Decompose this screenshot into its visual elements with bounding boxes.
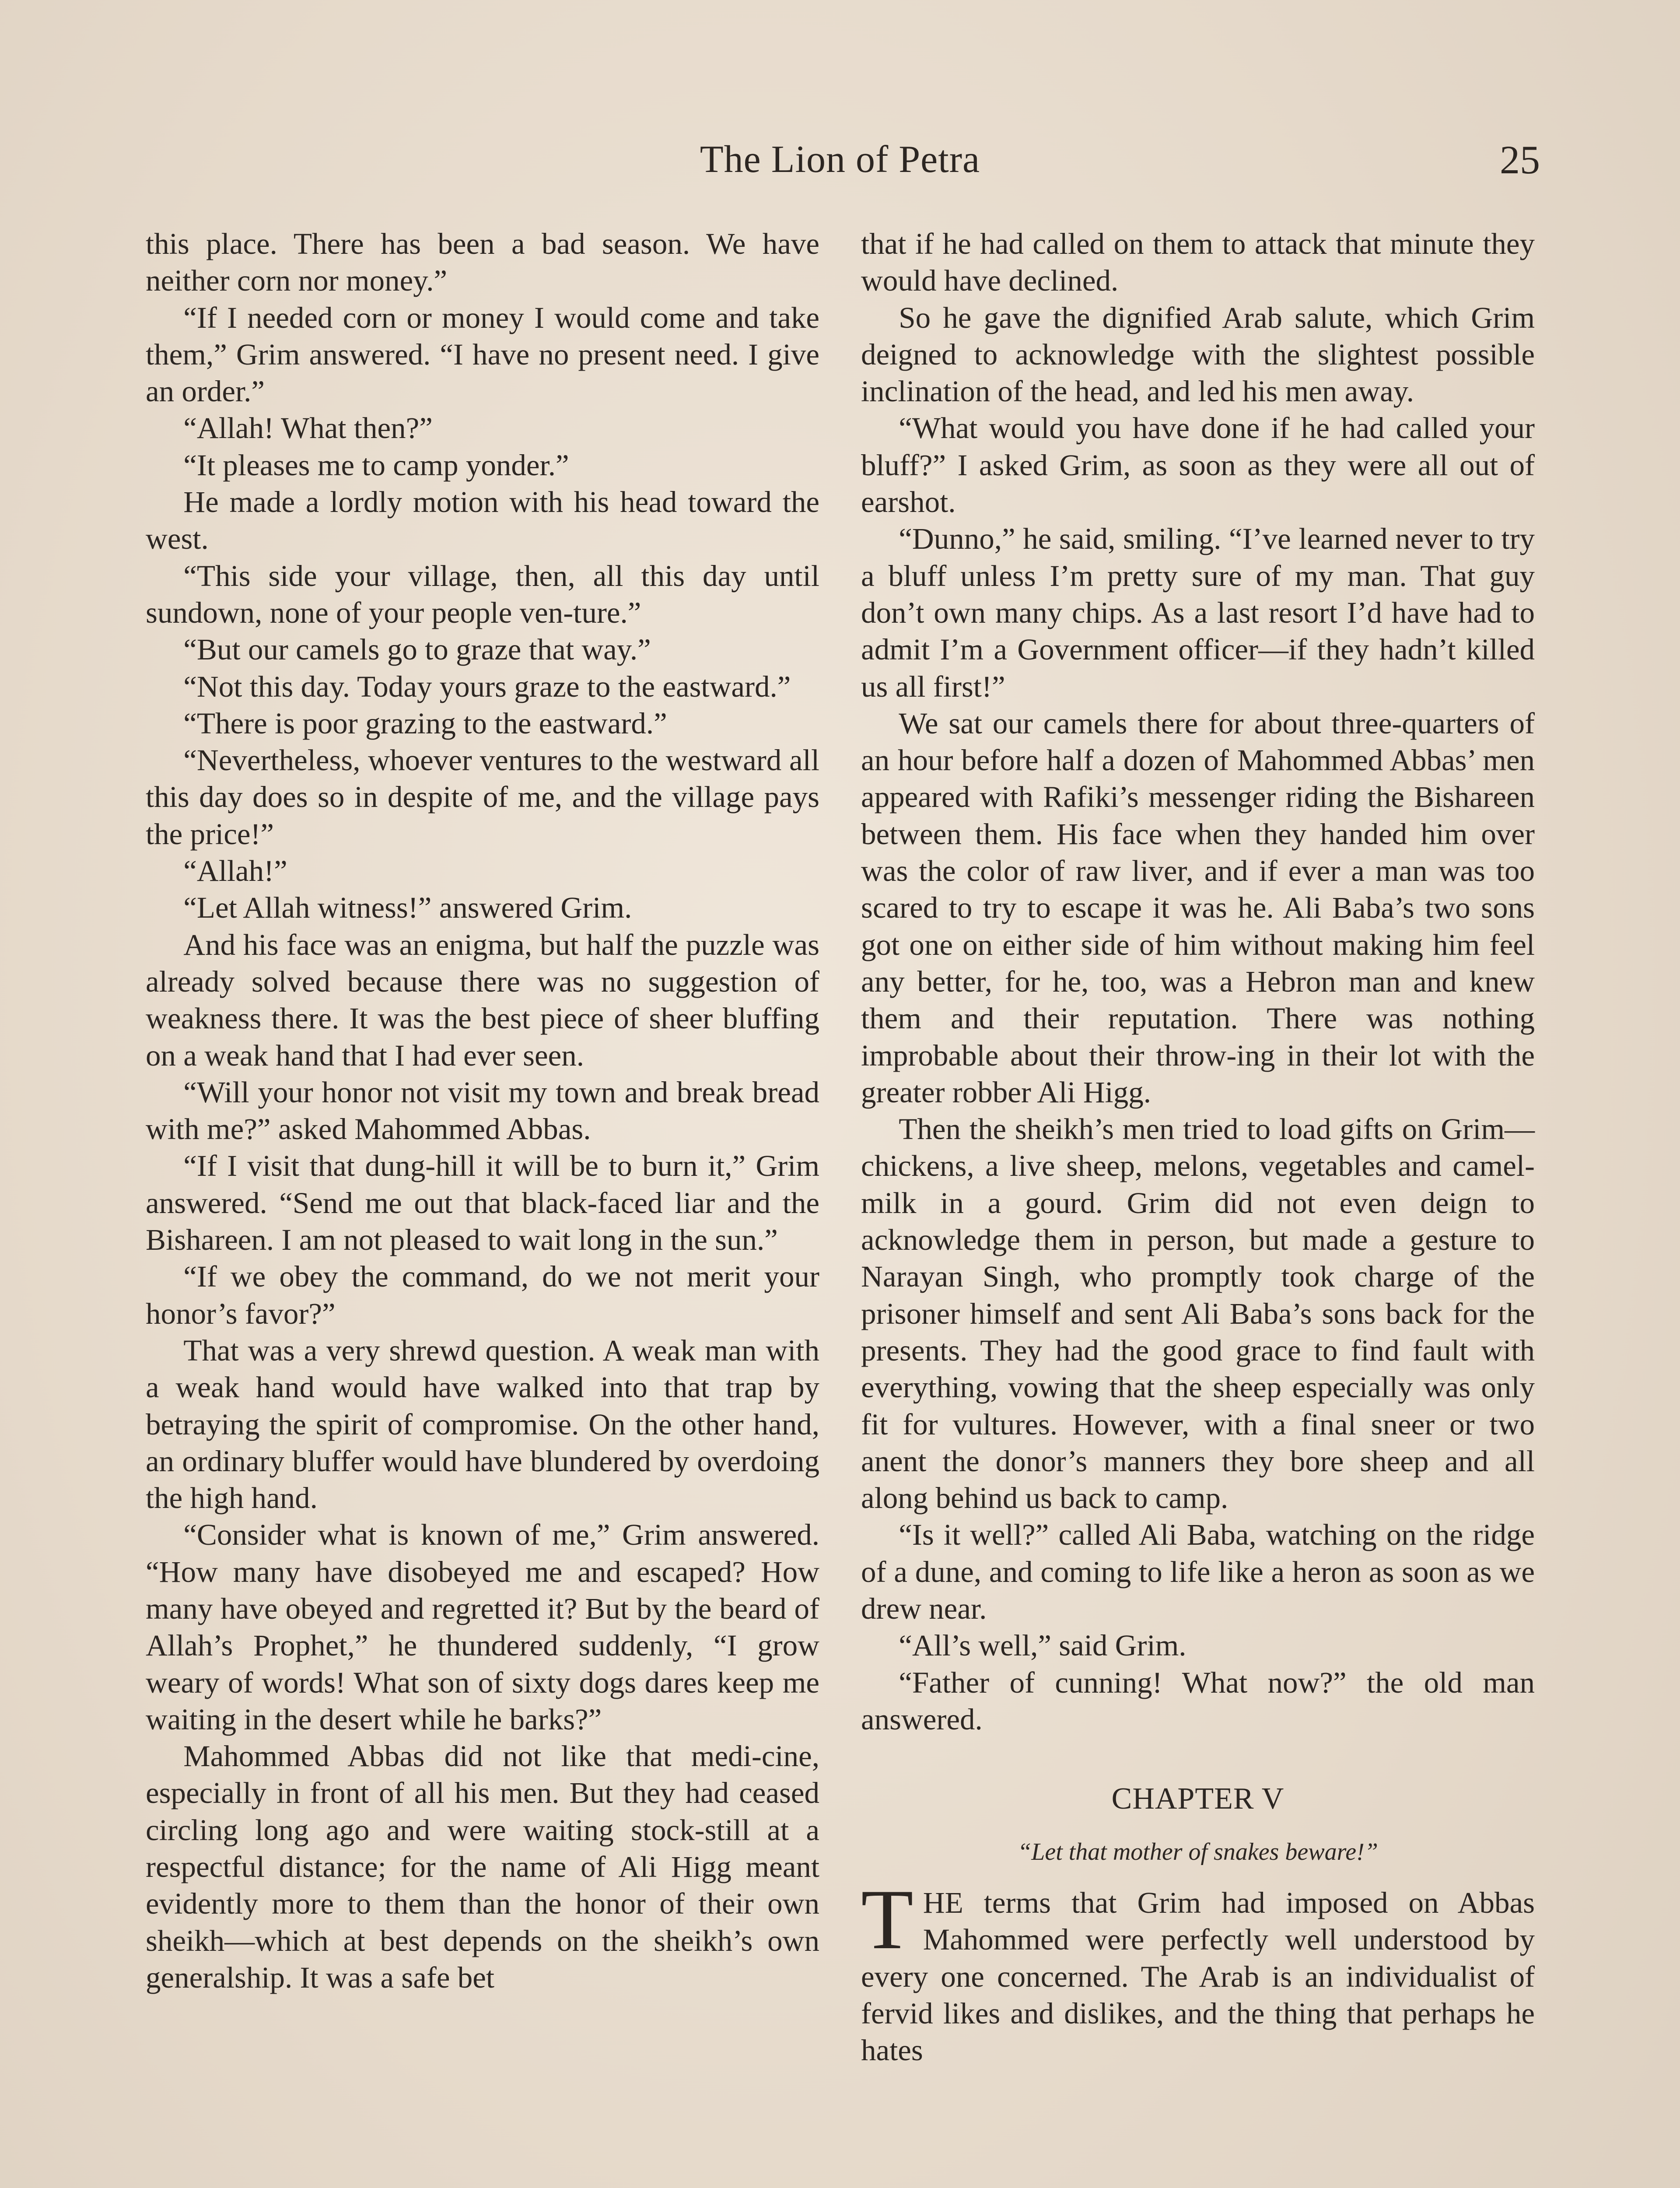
chapter-heading: CHAPTER V <box>1111 1782 1284 1816</box>
paragraph: “Is it well?” called Ali Baba, watching on the ridge of a dune, and coming to life like a heron as soon as we drew near. <box>861 1518 1535 1625</box>
right-column <box>861 225 1535 2069</box>
paragraph: He made a lordly motion with his head toward the west. <box>146 485 819 556</box>
running-title: The Lion of Petra <box>700 138 980 181</box>
drop-cap: T <box>861 1872 914 1967</box>
chapter-opening-paragraph <box>861 1872 1535 2069</box>
paragraph: “Let Allah witness!” answered Grim. <box>183 891 632 925</box>
paragraph: “There is poor grazing to the eastward.” <box>183 706 667 740</box>
paragraph: “All’s well,” said Grim. <box>899 1629 1186 1662</box>
paragraph: “Father of cunning! What now?” the old man answered. <box>861 1666 1535 1736</box>
paragraph: “What would you have done if he had called your bluff?” I asked Grim, as soon as they were all out of earshot. <box>861 411 1535 519</box>
paragraph: “Not this day. Today yours graze to the eastward.” <box>183 670 791 703</box>
running-header <box>0 131 1680 188</box>
paragraph: “Consider what is known of me,” Grim answered. “How many have disobeyed me and escaped? How many have obeyed and regretted it? But by the beard of Allah’s Prophet,” he thundered suddenly, “I grow weary of words! What son of sixty dogs dares keep me waiting in the desert while he barks?” <box>146 1518 819 1736</box>
page-number: 25 <box>1500 137 1540 182</box>
paragraph: We sat our camels there for about three-quarters of an hour before half a dozen of Mahommed Abbas’ men appeared with Rafiki’s messenger riding the Bishareen between them. His face when they handed him over was the color of raw liver, and if ever a man was too scared to try to escape it was he. Ali Baba’s two sons got one on either side of him without making him feel any better, for he, too, was a Hebron man and knew them and their reputation. There was nothing improbable about their throw-ing in their lot with the greater robber Ali Higg. <box>861 706 1535 1109</box>
paragraph: “Allah!” <box>183 854 287 888</box>
paragraph: “If I visit that dung-hill it will be to burn it,” Grim answered. “Send me out that black-faced liar and the Bishareen. I am not pleased to wait long in the sun.” <box>146 1149 819 1257</box>
paragraph: “This side your village, then, all this day until sundown, none of your people ven-ture.” <box>146 559 819 629</box>
paragraph: “But our camels go to graze that way.” <box>183 633 651 666</box>
paragraph: So he gave the dignified Arab salute, which Grim deigned to acknowledge with the slightest possible inclination of the head, and led his men away. <box>861 301 1535 408</box>
paragraph: Then the sheikh’s men tried to load gifts on Grim—chickens, a live sheep, melons, vegetables and camel-milk in a gourd. Grim did not even deign to acknowledge them in person, but made a gesture to Narayan Singh, who promptly took charge of the prisoner himself and sent Ali Baba’s sons back for the presents. They had the good grace to find fault with everything, vowing that the sheep especially was only fit for vultures. However, with a final sneer or two anent the donor’s manners they bore sheep and all along behind us back to camp. <box>861 1112 1535 1515</box>
paragraph: Mahommed Abbas did not like that medi-cine, especially in front of all his men. But they had ceased circling long ago and were waiting stock-still at a respectful distance; for the name of Ali Higg meant evidently more to them than the honor of their own sheikh—which at best depends on the sheikh’s own generalship. It was a safe bet <box>146 1739 819 1994</box>
paragraph: this place. There has been a bad season. We have neither corn nor money.” <box>146 227 819 298</box>
paragraph: “Will your honor not visit my town and break bread with me?” asked Mahommed Abbas. <box>146 1075 819 1146</box>
paragraph: “If I needed corn or money I would come and take them,” Grim answered. “I have no present need. I give an order.” <box>146 301 819 408</box>
paragraph: “Dunno,” he said, smiling. “I’ve learned never to try a bluff unless I’m pretty sure of my man. That guy don’t own many chips. As a last resort I’d have had to admit I’m a Government officer—if they hadn’t killed us all first!” <box>861 522 1535 703</box>
paragraph: “Nevertheless, whoever ventures to the westward all this day does so in despite of me, and the village pays the price!” <box>146 743 819 851</box>
paragraph: that if he had called on them to attack that minute they would have declined. <box>861 227 1535 298</box>
paragraph: “It pleases me to camp yonder.” <box>183 448 569 482</box>
left-column <box>146 225 819 1996</box>
paragraph: And his face was an enigma, but half the puzzle was already solved because there was no suggestion of weakness there. It was the best piece of sheer bluffing on a weak hand that I had ever seen. <box>146 928 819 1072</box>
chapter-epigraph: “Let that mother of snakes beware!” <box>1018 1838 1378 1866</box>
chapter-opening-text: HE terms that Grim had imposed on Abbas Mahommed were perfectly well understood by every one concerned. The Arab is an individualist of fervid likes and dislikes, and the thing that perhaps he hates <box>861 1886 1535 2067</box>
paragraph: That was a very shrewd question. A weak man with a weak hand would have walked into that trap by betraying the spirit of compromise. On the other hand, an ordinary bluffer would have blundered by overdoing the high hand. <box>146 1333 819 1515</box>
paragraph: “If we obey the command, do we not merit your honor’s favor?” <box>146 1260 819 1330</box>
paragraph: “Allah! What then?” <box>183 411 433 445</box>
